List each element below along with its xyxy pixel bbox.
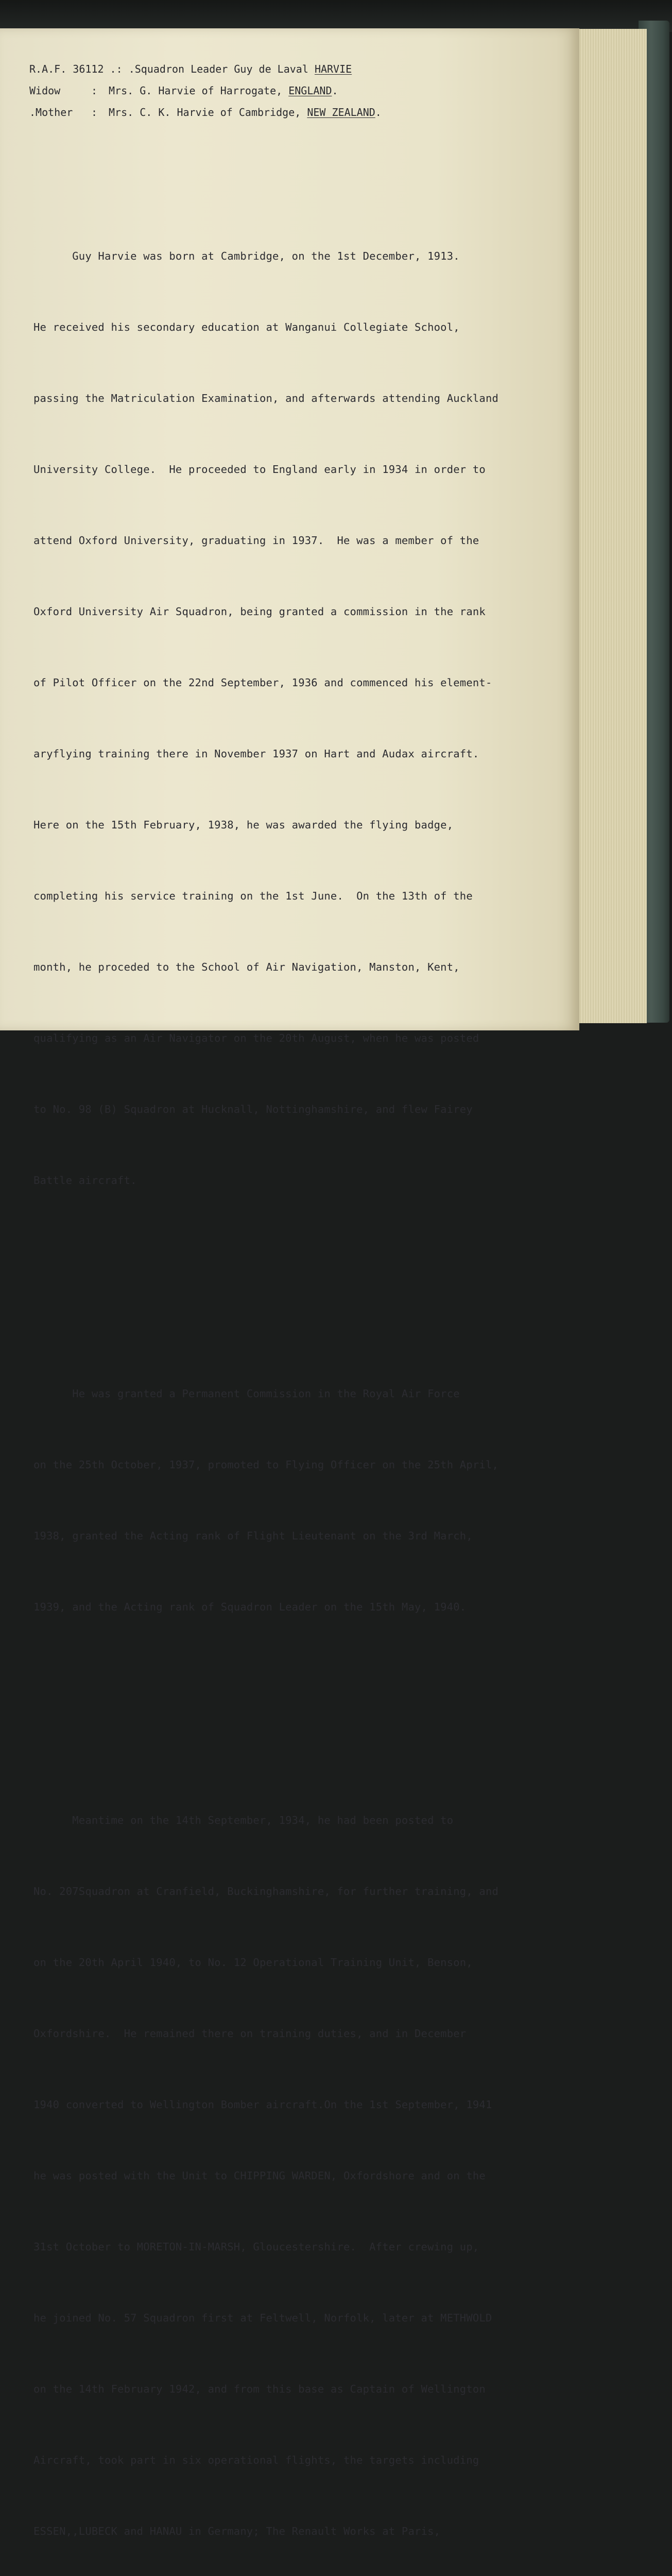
text-line: on the 14th February 1942, and from this base as Captain of Wellington (33, 2383, 486, 2395)
widow-label: Widow (29, 84, 61, 97)
widow-country: ENGLAND (288, 84, 332, 97)
text-line: He received his secondary education at Wanganui Collegiate School, (33, 321, 460, 333)
text-line: of Pilot Officer on the 22nd September, 1936 and commenced his element- (33, 676, 492, 689)
text-line: Battle aircraft. (33, 1174, 137, 1187)
service-number: R.A.F. 36112 (29, 63, 104, 75)
text-line: attend Oxford University, graduating in 1937. He was a member of the (33, 534, 479, 547)
mother-end: . (375, 106, 382, 118)
mother-country: NEW ZEALAND (307, 106, 375, 118)
surname: HARVIE (314, 63, 352, 75)
widow-separator: : (91, 84, 98, 97)
text-line: He was granted a Permanent Commission in the Royal Air Force (33, 1387, 460, 1400)
text-line: 1938, granted the Acting rank of Flight Lieutenant on the 3rd March, (33, 1530, 473, 1542)
text-line: he joined No. 57 Squadron first at Feltwell, Norfolk, later at METHWOLD (33, 2312, 492, 2324)
text-line: 1939, and the Acting rank of Squadron Leader on the 15th May, 1940. (33, 1601, 467, 1613)
text-line: 1940 converted to Wellington Bomber aircraft.On the 1st September, 1941 (33, 2098, 492, 2111)
record-header (29, 58, 382, 123)
text-line: Oxfordshire. He remained there on training duties, and in December (33, 2027, 467, 2040)
text-line: No. 207Squadron at Cranfield, Buckinghamshire, for further training, and (33, 1885, 499, 1897)
mother-text: Mrs. C. K. Harvie of Cambridge, (109, 106, 301, 118)
text-line: aryflying training there in November 1937 on Hart and Audax aircraft. (33, 748, 479, 760)
rank-name: .Squadron Leader Guy de Laval (128, 63, 308, 75)
raf-line (29, 58, 382, 80)
text-line: Oxford University Air Squadron, being granted a commission in the rank (33, 605, 486, 618)
text-line: Meantime on the 14th September, 1934, he had been posted to (33, 1814, 454, 1826)
text-line: ESSEN,,LUBECK and HANAU in Germany; The Renault Works at Paris, (33, 2525, 441, 2537)
paragraph-early-life (33, 197, 566, 1240)
scan-backdrop (0, 0, 672, 32)
paragraph-commission (33, 1334, 566, 1666)
raf-separator: .: (110, 63, 123, 75)
text-line: passing the Matriculation Examination, and afterwards attending Auckland (33, 392, 499, 404)
text-line: qualifying as an Air Navigator on the 20th August, when he was posted (33, 1032, 479, 1044)
paragraph-operations (33, 1761, 566, 2576)
text-line: he was posted with the Unit to CHIPPING WARDEN, Oxfordshore and on the (33, 2170, 486, 2182)
text-line: completing his service training on the 1st June. On the 13th of the (33, 890, 473, 902)
text-line: to No. 98 (B) Squadron at Hucknall, Nottinghamshire, and flew Fairey (33, 1103, 473, 1115)
text-line: Aircraft, took part in six operational flights, the targets including (33, 2454, 479, 2466)
document-page (0, 28, 579, 2537)
mother-separator: : (91, 106, 98, 118)
widow-line (29, 80, 382, 101)
text-line: Here on the 15th February, 1938, he was awarded the flying badge, (33, 819, 454, 831)
text-line: on the 20th April 1940, to No. 12 Operational Training Unit, Benson, (33, 1956, 473, 1969)
text-line: month, he proceded to the School of Air Navigation, Manston, Kent, (33, 961, 460, 973)
biography-body (33, 149, 566, 2576)
mother-line (29, 101, 382, 123)
text-line: 31st October to MORETON-IN-MARSH, Gloucestershire. After crewing up, (33, 2241, 479, 2253)
page-edges (572, 29, 647, 1023)
text-line: Guy Harvie was born at Cambridge, on the 1st December, 1913. (33, 250, 460, 262)
mother-label: .Mother (29, 106, 73, 118)
widow-text: Mrs. G. Harvie of Harrogate, (109, 84, 283, 97)
widow-end: . (332, 84, 338, 97)
text-line: on the 25th October, 1937, promoted to Flying Officer on the 25th April, (33, 1459, 499, 1471)
text-line: University College. He proceeded to England early in 1934 in order to (33, 463, 486, 476)
